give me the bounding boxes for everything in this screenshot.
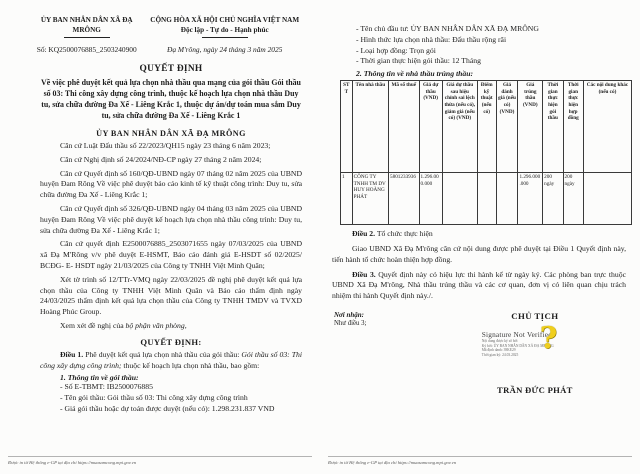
signer-name: TRẦN ĐỨC PHÁT — [497, 384, 573, 395]
place-date-line: Đạ M'rông, ngày 24 tháng 3 năm 2025 — [167, 45, 283, 54]
digital-signature-stamp — [481, 320, 626, 372]
article-1 — [40, 350, 302, 372]
col-header-other: Các nội dung khác (nếu có) — [583, 81, 631, 173]
article-2-label: Điều 2. — [352, 229, 376, 239]
national-motto-line1: CỘNG HÒA XÃ HỘI CHỦ NGHĨA VIỆT NAM — [150, 16, 300, 24]
signer-title: CHỦ TỊCH — [511, 310, 559, 321]
investor-item-method: - Hình thức lựa chọn nhà thầu: Đấu thầu rộng rãi — [356, 34, 507, 44]
recital-3: Căn cứ Quyết định số 160/QĐ-UBND ngày 07 tháng 02 năm 2025 của UBND huyện Đam Rông Về việc phê duyệt báo cáo kinh tế kỹ thuật công trình: Duy tu, sửa chữa đường Đa Xế - Liêng Krắc 1; — [40, 168, 302, 200]
stamp-line-1: Nội dung được ký số bởi — [481, 338, 518, 343]
signature-block — [444, 311, 626, 395]
col-header-adjusted-price: Giá dự thầu sau hiệu chỉnh sai lệch thừa (nếu có), giảm giá (nếu có) (VND) — [442, 81, 477, 173]
article-3-text: Quyết định này có hiệu lực thi hành kể từ ngày ký. Các phòng ban trực thuộc UBND Xã Đạ M'rông, Nhà thầu trúng thầu và các cơ quan, đơn vị có liên quan chịu trách nhiệm thi hành Quyết định này./. — [332, 269, 626, 301]
cell-package-duration: 200 ngày — [543, 173, 563, 225]
article-1-text: Phê duyệt kết quả lựa chọn nhà thầu của gói thầu: — [83, 349, 242, 359]
page1-footer — [8, 456, 312, 465]
header-underline — [64, 37, 110, 38]
consider-lead: Xem xét đề nghị của — [60, 320, 126, 330]
consider-line — [40, 321, 302, 332]
footer-divider — [8, 456, 312, 457]
recital-1: Căn cứ Luật Đấu thầu số 22/2023/QH15 ngày 23 tháng 6 năm 2023; — [60, 141, 271, 150]
winning-bidder-table — [340, 80, 632, 225]
stamp-line-4: Thời gian ký: 24.03.2025 — [481, 352, 519, 357]
footer-divider — [328, 456, 632, 457]
col-header-evaluated-price: Giá đánh giá (nếu có) (VND) — [496, 81, 518, 173]
recital-2: Căn cứ Nghị định số 24/2024/NĐ-CP ngày 27 tháng 2 năm 2024; — [60, 154, 262, 164]
cell-bid-price: 1.296.000.000 — [419, 173, 442, 225]
national-motto-line2: Độc lập - Tự do - Hạnh phúc — [180, 25, 269, 34]
cell-adjusted-price — [442, 173, 477, 225]
stamp-title: Signature Not Verified — [481, 329, 553, 339]
header-underline — [202, 37, 248, 38]
cell-stt: 1 — [341, 173, 353, 225]
decision-title: QUYẾT ĐỊNH — [139, 64, 203, 74]
investor-item-contract-type: - Loại hợp đồng: Trọn gói — [356, 45, 436, 55]
issuing-org-line2: MRÔNG — [72, 25, 101, 34]
signature-area — [332, 311, 626, 395]
col-header-stt: STT — [341, 81, 353, 173]
article-1-label: Điều 1. — [60, 349, 84, 359]
recipients-block — [332, 311, 438, 395]
stamp-line-2: Ký bởi: ỦY BAN NHÂN DÂN XÃ ĐẠ MRÔNG — [481, 343, 554, 348]
cell-other — [583, 173, 631, 225]
cell-contract-duration: 200 ngày — [563, 173, 583, 225]
issuer-heading: ỦY BAN NHÂN DÂN XÃ ĐẠ MRÔNG — [96, 129, 246, 138]
footer-note: Được in từ Hệ thống e-GP tại địa chỉ https://muasamcong.mpi.gov.vn — [8, 460, 136, 465]
section-2-heading: 2. Thông tin về nhà thầu trúng thầu: — [356, 69, 474, 79]
article-2-text: Tổ chức thực hiện — [375, 229, 433, 239]
info-item-tbmt: - Số E-TBMT: IB2500076885 — [60, 382, 153, 392]
col-header-winning-price: Giá trúng thầu (VND) — [518, 81, 543, 173]
info-item-package-price: - Giá gói thầu hoặc dự toán được duyệt (nếu có): 1.298.231.837 VND — [60, 403, 275, 413]
page1-header — [26, 16, 302, 38]
investor-item-name: - Tên chủ đầu tư: ỦY BAN NHÂN DÂN XÃ ĐẠ MRÔNG — [356, 24, 539, 33]
col-header-tech-score: Điểm kỹ thuật (nếu có) — [477, 81, 496, 173]
footer-note: Được in từ Hệ thống e-GP tại địa chỉ https://muasamcong.mpi.gov.vn — [328, 460, 456, 465]
article-2 — [332, 229, 626, 240]
cell-winning-price: 1.296.000.000 — [518, 173, 543, 225]
table-header-row — [341, 81, 632, 173]
info-item-package-name: - Tên gói thầu: Gói thầu số 03: Thi công xây dựng công trình — [60, 393, 248, 403]
issuing-org-block — [26, 16, 147, 38]
consider-italic: bộ phận văn phòng, — [125, 320, 187, 330]
recital-6: Xét tờ trình số 12/TTr-VMQ ngày 22/03/2025 đề nghị phê duyệt kết quả lựa chọn thầu của Công ty TNHH Việt Minh Quân và Báo cáo thẩm định ngày 24/03/2025 thẩm định kết quả lựa chọn thầu của Công ty TNHH TMDV và TVXD Hoàng Phúc Group. — [40, 274, 302, 317]
recital-5: Căn cứ quyết định E2500076885_2503071655 ngày 07/03/2025 của UBND xã Đạ M'Rông v/v phê duyệt E-HSMT, Báo cáo đánh giá E-HSDT số 02/2025/ BCĐG- E- HSDT ngày 21/03/2025 của Công ty TNHH Việt Minh Quân; — [40, 239, 302, 270]
cell-bidder-name: CÔNG TY TNHH TM DV HUY HOÀNG PHÁT — [352, 173, 388, 225]
col-header-bid-price: Giá dự thầu (VND) — [419, 81, 442, 173]
page1-subheader — [26, 45, 302, 54]
col-header-contract-duration: Thời gian thực hiện hợp đồng — [563, 81, 583, 173]
signature-question-mark-icon: ? — [539, 320, 558, 356]
article-2-body: Giao UBND Xã Đạ M'rông căn cứ nội dung được phê duyệt tại Điều 1 Quyết định này, tiến hành tổ chức hoàn thiện hợp đồng. — [332, 243, 626, 264]
document-page-2 — [320, 0, 640, 474]
article-1-italic: Gói thầu số 03: Thi công xây dựng công trình; — [40, 349, 302, 370]
col-header-tax-code: Mã số thuế — [389, 81, 420, 173]
investor-item-duration: - Thời gian thực hiện gói thầu: 12 Tháng — [356, 56, 481, 66]
table-row — [341, 173, 632, 225]
cell-tax-code: 5801233936 — [389, 173, 420, 225]
recipients-label: Nơi nhận: — [334, 310, 365, 319]
article-1-tail: thuộc kế hoạch lựa chọn nhà thầu, bao gồm: — [121, 360, 260, 370]
recital-4: Căn cứ Quyết định số 326/QĐ-UBND ngày 04 tháng 03 năm 2025 của UBND huyện Đam Rông Về việc phê duyệt kế hoạch lựa chọn nhà thầu công trình: Duy tu, sửa chữa đường Đa Xế - Liêng Krắc 1; — [40, 203, 302, 235]
stamp-line-3: Mã định danh: 39KE29 — [481, 348, 516, 353]
document-number: Số: KQ2500076885_2503240900 — [36, 45, 137, 54]
col-header-package-duration: Thời gian thực hiện gói thầu — [543, 81, 563, 173]
col-header-bidder-name: Tên nhà thầu — [352, 81, 388, 173]
recipients-item: Như điều 3; — [334, 319, 367, 327]
decree-heading: QUYẾT ĐỊNH: — [140, 336, 202, 347]
article-3-label: Điều 3. — [352, 269, 376, 279]
page2-footer — [328, 456, 632, 465]
national-header-block — [147, 16, 302, 38]
section-1-heading: 1. Thông tin về gói thầu: — [60, 373, 139, 383]
decision-subtitle: Về việc phê duyệt kết quả lựa chọn nhà thầu qua mạng của gói thầu Gói thầu số 03: Thi công xây dựng công trình, thuộc kế hoạch lựa chọn nhà thầu Duy tu, sửa chữa đường Đa Xế - Liêng Krắc 1, thuộc dự án/dự toán mua sắm Duy tu, sửa chữa đường Đa Xế - Liêng Krắc 1 — [41, 78, 301, 120]
article-3 — [332, 270, 626, 302]
cell-tech-score — [477, 173, 496, 225]
cell-evaluated-price — [496, 173, 518, 225]
issuing-org-line1: ỦY BAN NHÂN DÂN XÃ ĐẠ — [40, 16, 133, 24]
